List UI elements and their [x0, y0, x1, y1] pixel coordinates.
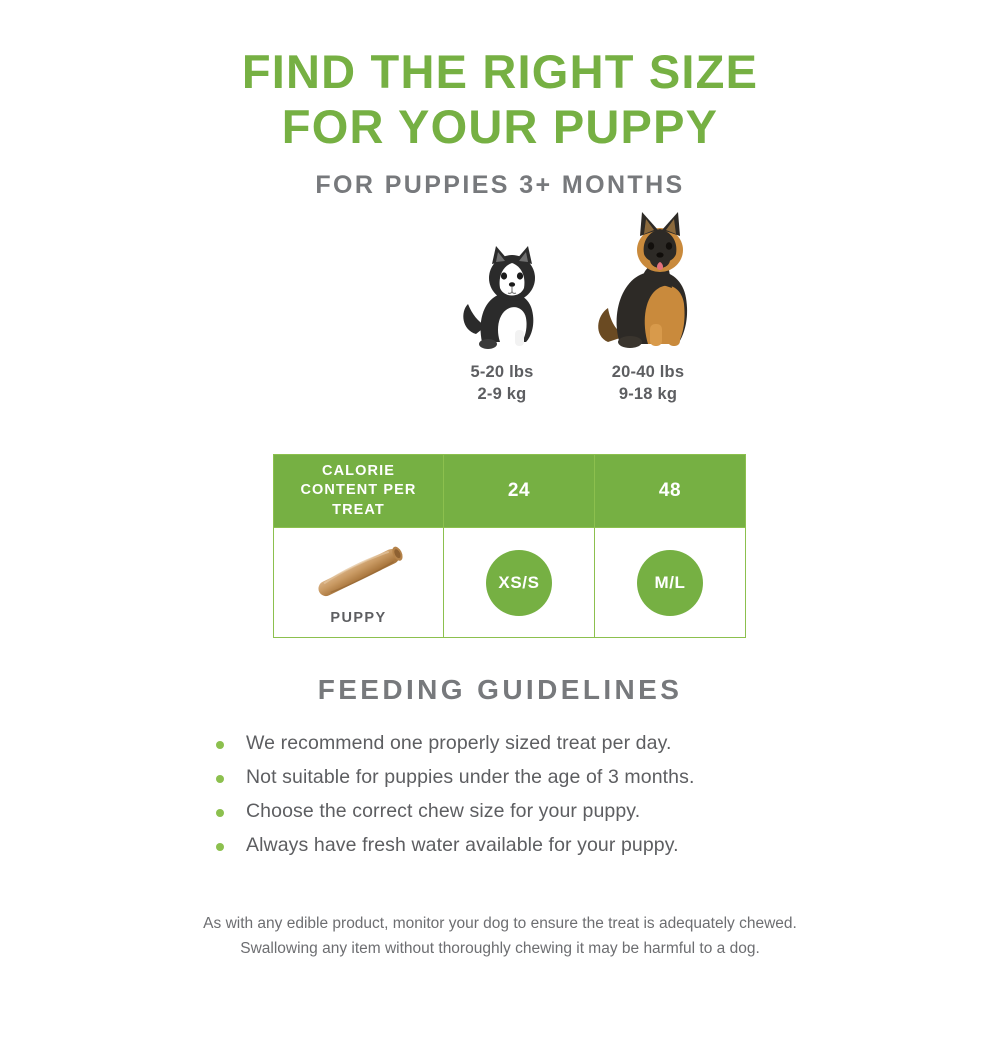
- puppy-size-guide-page: [0, 44, 1000, 1044]
- medium-puppy-weight-lbs: 20-40 lbs: [611, 363, 685, 382]
- list-item: [206, 834, 694, 857]
- medium-puppy-column: [574, 204, 722, 406]
- german-shepherd-puppy-icon: [574, 204, 722, 356]
- calorie-small: 24: [444, 455, 595, 528]
- dog-illustrations: [0, 226, 1000, 406]
- size-cell-medium: [595, 528, 746, 638]
- page-title: [0, 44, 1000, 155]
- size-table: [273, 454, 746, 638]
- list-item: [206, 766, 694, 789]
- list-item: [206, 800, 694, 823]
- calorie-row-label: CALORIE CONTENT PER TREAT: [274, 455, 444, 528]
- page-title-line-1: FIND THE RIGHT SIZE: [241, 45, 759, 98]
- bullet-icon: [216, 809, 224, 817]
- feeding-guidelines-title: FEEDING GUIDELINES: [317, 674, 683, 705]
- bullet-icon: [216, 775, 224, 783]
- list-item-text: Not suitable for puppies under the age of 3 months.: [246, 766, 695, 788]
- list-item-text: Always have fresh water available for your puppy.: [246, 834, 679, 856]
- product-label: PUPPY: [330, 609, 387, 626]
- size-table-wrapper: [273, 454, 722, 638]
- table-row-sizes: [274, 528, 746, 638]
- size-cell-small: [444, 528, 595, 638]
- footnote-line-1: As with any edible product, monitor your dog to ensure the treat is adequately chewed.: [203, 915, 797, 932]
- list-item-text: We recommend one properly sized treat per day.: [246, 732, 672, 754]
- puppy-chew-icon: [275, 545, 442, 606]
- small-puppy-weight: [428, 362, 576, 406]
- table-row-calories: [274, 455, 746, 528]
- bullet-icon: [216, 741, 224, 749]
- small-puppy-column: [428, 238, 576, 406]
- medium-puppy-weight: [574, 362, 722, 406]
- medium-puppy-weight-kg: 9-18 kg: [618, 385, 678, 404]
- page-subtitle: FOR PUPPIES 3+ MONTHS: [315, 170, 685, 199]
- footnote-line-2: Swallowing any item without thoroughly chewing it may be harmful to a dog.: [240, 939, 760, 957]
- list-item-text: Choose the correct chew size for your puppy.: [246, 800, 641, 822]
- bullet-icon: [216, 843, 224, 851]
- small-puppy-weight-lbs: 5-20 lbs: [470, 363, 534, 382]
- list-item: [206, 732, 694, 755]
- calorie-medium: 48: [595, 455, 746, 528]
- product-cell: [274, 528, 444, 638]
- size-badge-m-l: M/L: [637, 550, 703, 616]
- size-badge-xs-s: XS/S: [486, 550, 552, 616]
- feeding-guidelines-list: [206, 732, 694, 868]
- footnote: [0, 912, 1000, 962]
- small-puppy-weight-kg: 2-9 kg: [477, 385, 527, 404]
- husky-puppy-icon: [428, 238, 576, 356]
- page-title-line-2: FOR YOUR PUPPY: [281, 100, 719, 154]
